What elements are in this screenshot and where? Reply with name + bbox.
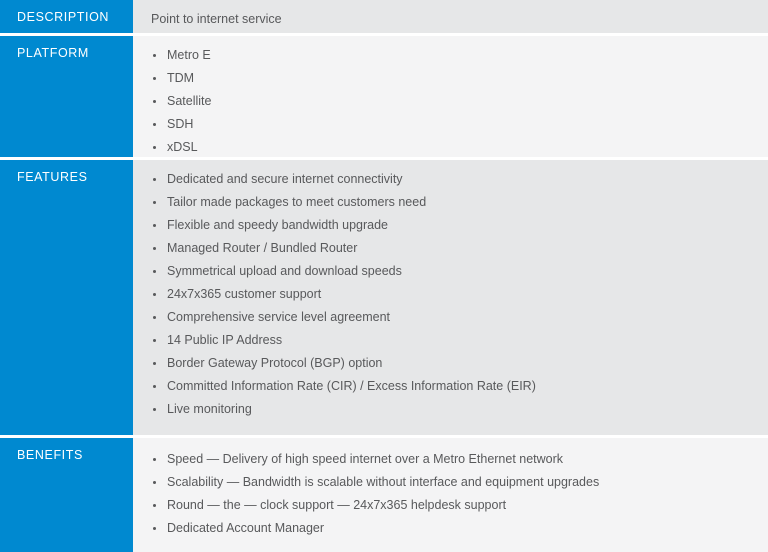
list-item: Dedicated Account Manager — [133, 517, 768, 540]
list-item: Satellite — [133, 90, 768, 113]
list-item: Live monitoring — [133, 398, 768, 421]
row-content-description — [133, 0, 768, 33]
table-row-description — [0, 0, 768, 33]
list-item: 24x7x365 customer support — [133, 283, 768, 306]
row-content-benefits — [133, 438, 768, 552]
row-label-features: FEATURES — [0, 160, 133, 435]
list-item: Dedicated and secure internet connectivity — [133, 168, 768, 191]
row-content-features — [133, 160, 768, 435]
table-row-platform — [0, 36, 768, 157]
list-item: Metro E — [133, 44, 768, 67]
list-item: Border Gateway Protocol (BGP) option — [133, 352, 768, 375]
list-item: Committed Information Rate (CIR) / Excess Information Rate (EIR) — [133, 375, 768, 398]
features-list — [133, 160, 768, 429]
list-item: Symmetrical upload and download speeds — [133, 260, 768, 283]
list-item: Flexible and speedy bandwidth upgrade — [133, 214, 768, 237]
list-item: Managed Router / Bundled Router — [133, 237, 768, 260]
list-item: 14 Public IP Address — [133, 329, 768, 352]
row-label-benefits: BENEFITS — [0, 438, 133, 552]
list-item: Comprehensive service level agreement — [133, 306, 768, 329]
list-item: TDM — [133, 67, 768, 90]
list-item: Scalability — Bandwidth is scalable without interface and equipment upgrades — [133, 471, 768, 494]
row-content-platform — [133, 36, 768, 157]
table-row-features — [0, 160, 768, 435]
list-item: Speed — Delivery of high speed internet over a Metro Ethernet network — [133, 448, 768, 471]
platform-list — [133, 36, 768, 167]
row-label-platform: PLATFORM — [0, 36, 133, 157]
list-item: SDH — [133, 113, 768, 136]
description-text: Point to internet service — [151, 12, 282, 26]
table-row-benefits — [0, 438, 768, 552]
list-item: xDSL — [133, 136, 768, 159]
row-label-description: DESCRIPTION — [0, 0, 133, 33]
list-item: Tailor made packages to meet customers need — [133, 191, 768, 214]
benefits-list — [133, 438, 768, 548]
list-item: Round — the — clock support — 24x7x365 helpdesk support — [133, 494, 768, 517]
